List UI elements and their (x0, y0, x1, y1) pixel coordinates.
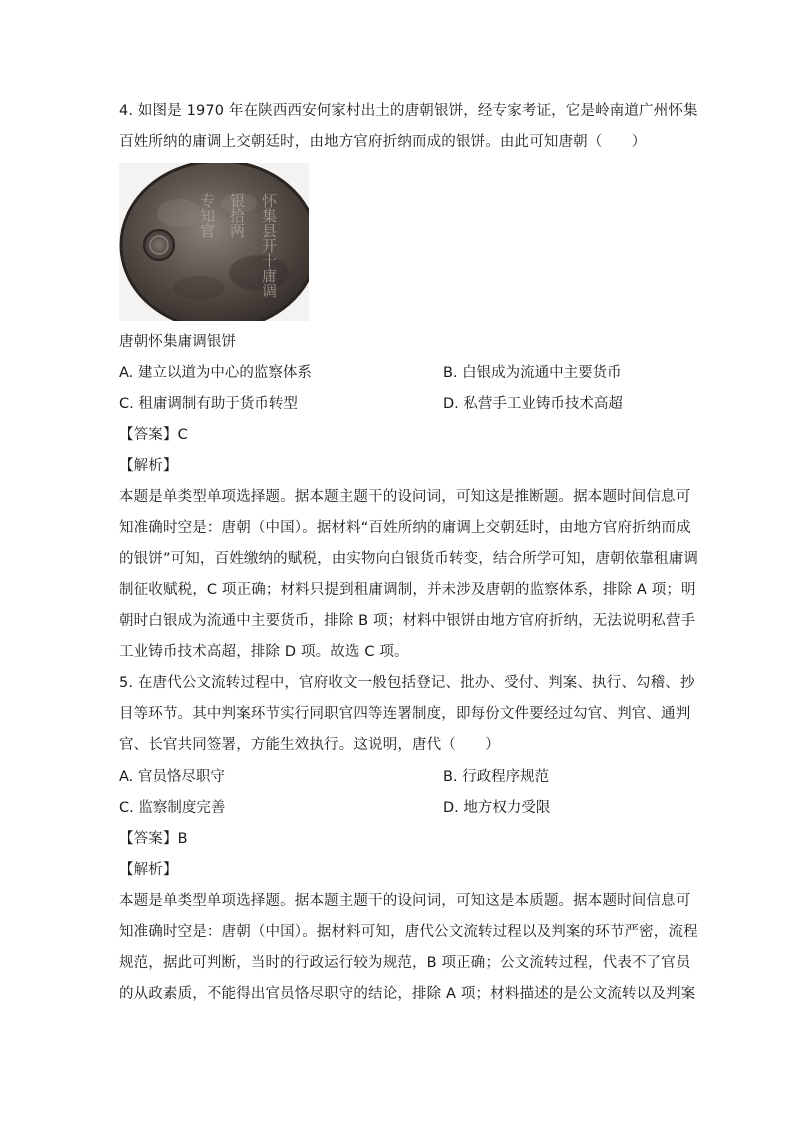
q5-analysis-line: 的从政素质，不能得出官员恪尽职守的结论，排除 A 项；材料描述的是公文流转以及判案 (119, 986, 696, 1002)
q4-option-b[interactable]: B. 白银成为流通中主要货币 (443, 365, 622, 381)
q4-analysis-line: 知准确时空是：唐朝（中国）。据材料“百姓所纳的庸调上交朝廷时，由地方官府折纳而成 (119, 520, 691, 536)
q5-stem-line: 目等环节。其中判案环节实行同职官四等连署制度，即每份文件要经过勾官、判官、通判 (119, 706, 691, 722)
q4-analysis-line: 朝时白银成为流通中主要货币，排除 B 项；材料中银饼由地方官府折纳，无法说明私营手 (119, 613, 696, 629)
q5-analysis-label: 【解析】 (119, 862, 178, 878)
q5-option-a[interactable]: A. 官员恪尽职守 (119, 769, 225, 785)
q4-stem-line-1: 4. 如图是 1970 年在陕西西安何家村出土的唐朝银饼，经专家考证，它是岭南道广州怀集 (119, 103, 698, 119)
q4-option-a[interactable]: A. 建立以道为中心的监察体系 (119, 365, 312, 381)
q5-analysis-line: 本题是单类型单项选择题。据本题主题干的设问词，可知这是本质题。据本题时间信息可 (119, 893, 691, 909)
q5-analysis-line: 规范，据此可判断，当时的行政运行较为规范，B 项正确；公文流转过程，代表不了官员 (119, 955, 691, 971)
q4-analysis-label: 【解析】 (119, 458, 178, 474)
inscription-col-3: 专知官 (198, 193, 216, 238)
q4-image-caption: 唐朝怀集庸调银饼 (119, 334, 237, 350)
q5-stem-line: 5. 在唐代公文流转过程中，官府收文一般包括登记、批办、受付、判案、执行、勾稽、抄 (119, 675, 695, 691)
q4-analysis-line: 制征收赋税，C 项正确；材料只提到租庸调制，并未涉及唐朝的监察体系，排除 A 项；明 (119, 582, 696, 598)
q4-answer: 【答案】C (119, 427, 188, 443)
q5-answer: 【答案】B (119, 831, 188, 847)
q5-analysis-line: 知准确时空是：唐朝（中国）。据材料可知，唐代公文流转过程以及判案的环节严密，流程 (119, 924, 698, 940)
q5-option-c[interactable]: C. 监察制度完善 (119, 800, 226, 816)
silver-cake-photo (119, 163, 309, 321)
inscription-col-1: 怀集县开十庸调 (260, 193, 278, 298)
q5-option-b[interactable]: B. 行政程序规范 (443, 769, 550, 785)
q4-analysis-line: 工业铸币技术高超，排除 D 项。故选 C 项。 (119, 644, 409, 660)
q5-option-d[interactable]: D. 地方权力受限 (443, 800, 551, 816)
q4-analysis-line: 本题是单类型单项选择题。据本题主题干的设问词，可知这是推断题。据本题时间信息可 (119, 489, 691, 505)
q4-analysis-line: 的银饼”可知，百姓缴纳的赋税，由实物向白银货币转变，结合所学可知，唐朝依靠租庸调 (119, 551, 699, 567)
q4-option-d[interactable]: D. 私营手工业铸币技术高超 (443, 396, 623, 412)
inscription-col-2: 银拾两 (228, 193, 246, 238)
silver-cake-image (119, 163, 309, 321)
q4-option-c[interactable]: C. 租庸调制有助于货币转型 (119, 396, 298, 412)
q4-stem-line-2: 百姓所纳的庸调上交朝廷时，由地方官府折纳而成的银饼。由此可知唐朝（ ） (119, 134, 647, 150)
q5-stem-line: 官、长官共同签署，方能生效执行。这说明，唐代（ ） (119, 737, 500, 753)
